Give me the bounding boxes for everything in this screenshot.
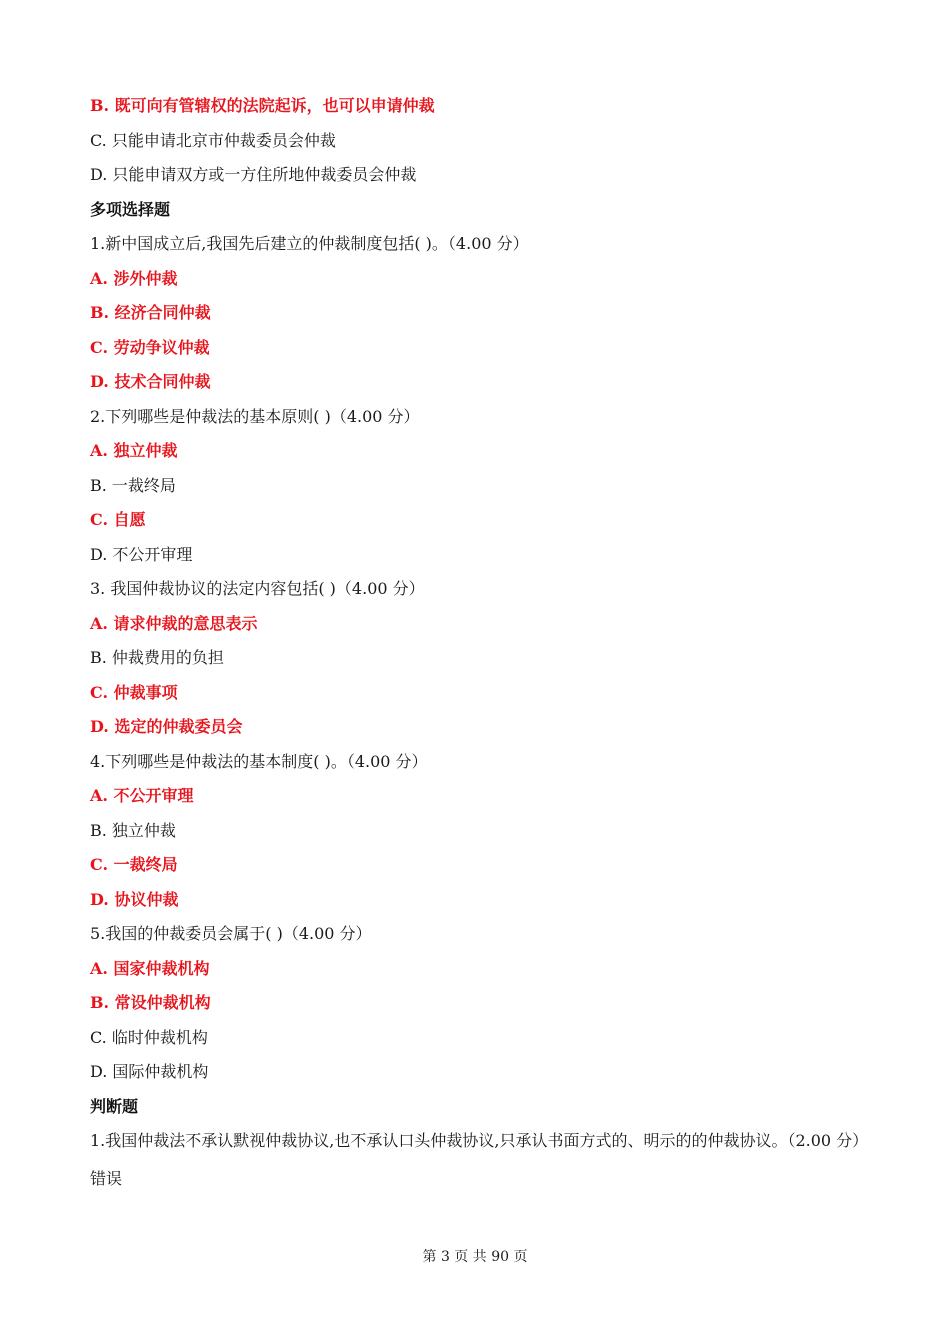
correct-option: A. 独立仲裁 xyxy=(90,441,178,460)
text-line: 5.我国的仲裁委员会属于( )（4.00 分） xyxy=(90,924,372,943)
text-line: 错误 xyxy=(90,1169,123,1188)
text-line: 4.下列哪些是仲裁法的基本制度( )。（4.00 分） xyxy=(90,751,428,771)
correct-option: A. 国家仲裁机构 xyxy=(90,958,210,978)
correct-option: A. 涉外仲裁 xyxy=(90,268,178,288)
text-line: B. 仲裁费用的负担 xyxy=(90,648,224,667)
section-heading: 多项选择题 xyxy=(90,199,171,219)
correct-option: A. 不公开审理 xyxy=(90,786,194,805)
correct-option: D. 选定的仲裁委员会 xyxy=(90,717,243,736)
correct-option: C. 一裁终局 xyxy=(90,855,178,874)
document-body xyxy=(90,96,880,1204)
text-line: B. 一裁终局 xyxy=(90,475,176,495)
correct-option: B. 经济合同仲裁 xyxy=(90,303,211,322)
correct-option: C. 仲裁事项 xyxy=(90,682,178,702)
text-line: B. 独立仲裁 xyxy=(90,820,176,840)
correct-option: D. 技术合同仲裁 xyxy=(90,372,211,391)
correct-option: D. 协议仲裁 xyxy=(90,889,179,909)
page-footer: 第 3 页 共 90 页 xyxy=(422,1249,528,1265)
text-line: D. 不公开审理 xyxy=(90,544,193,564)
text-line: C. 临时仲裁机构 xyxy=(90,1027,208,1047)
correct-option: B. 常设仲裁机构 xyxy=(90,993,211,1012)
section-heading: 判断题 xyxy=(90,1096,139,1116)
text-line: 2.下列哪些是仲裁法的基本原则( )（4.00 分） xyxy=(90,406,420,426)
correct-option: A. 请求仲裁的意思表示 xyxy=(90,613,258,633)
correct-option: C. 自愿 xyxy=(90,510,146,529)
correct-option: C. 劳动争议仲裁 xyxy=(90,337,210,357)
text-line: 1.新中国成立后,我国先后建立的仲裁制度包括( )。（4.00 分） xyxy=(90,234,529,253)
correct-option: B. 既可向有管辖权的法院起诉，也可以申请仲裁 xyxy=(90,96,435,115)
text-line: D. 只能申请双方或一方住所地仲裁委员会仲裁 xyxy=(90,165,417,184)
text-line: 3. 我国仲裁协议的法定内容包括( )（4.00 分） xyxy=(90,579,425,598)
text-line: C. 只能申请北京市仲裁委员会仲裁 xyxy=(90,130,336,150)
text-line: 1.我国仲裁法不承认默视仲裁协议,也不承认口头仲裁协议,只承认书面方式的、明示的的仲裁协议。（2.00 分） xyxy=(90,1131,869,1150)
text-line: D. 国际仲裁机构 xyxy=(90,1062,209,1081)
